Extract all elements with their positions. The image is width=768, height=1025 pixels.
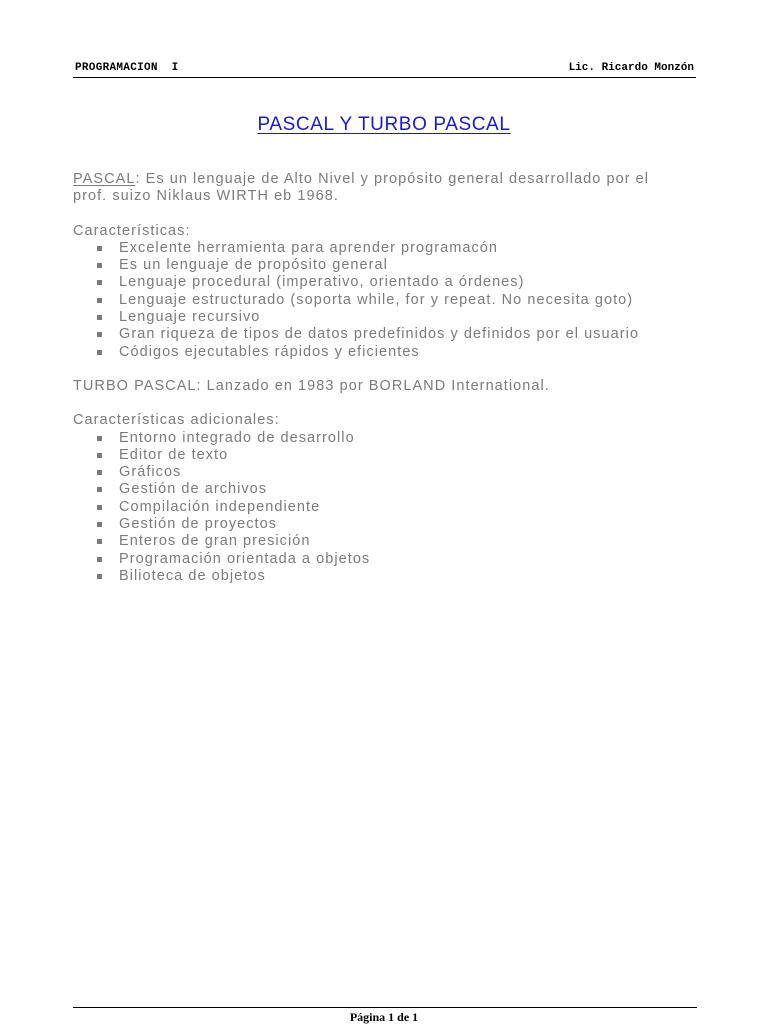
intro-text-line2: prof. suizo Niklaus WIRTH eb 1968.	[73, 188, 339, 205]
list-item-text: Enteros de gran presición	[119, 533, 311, 550]
intro-text-line1: : Es un lenguaje de Alto Nivel y propósito general desarrollado por el	[135, 171, 650, 187]
bullet-icon	[97, 436, 102, 441]
page-number: Página 1 de 1	[349, 1010, 419, 1024]
list-item	[73, 481, 698, 498]
bullet-icon	[97, 505, 102, 510]
turbo-paragraph: TURBO PASCAL: Lanzado en 1983 por BORLAND International.	[73, 377, 550, 394]
list-item-text: Lenguaje procedural (imperativo, orientado a órdenes)	[119, 274, 525, 291]
bullet-icon	[97, 574, 102, 579]
list-item	[73, 240, 698, 257]
list-item-text: Gráficos	[119, 464, 182, 481]
bullet-icon	[97, 487, 102, 492]
section2-list	[73, 430, 698, 586]
list-item-text: Compilación independiente	[119, 498, 321, 515]
list-item-text: Lenguaje estructurado (soporta while, for y repeat. No necesita goto)	[119, 291, 634, 308]
list-item-text: Códigos ejecutables rápidos y eficientes	[119, 343, 420, 360]
bullet-icon	[97, 280, 102, 285]
list-item-text: Es un lenguaje de propósito general	[119, 257, 388, 274]
list-item	[73, 309, 698, 326]
list-item-text: Gestión de archivos	[119, 481, 268, 498]
bullet-icon	[97, 246, 102, 251]
header-course: PROGRAMACION I	[75, 62, 179, 74]
list-item-text: Editor de texto	[119, 446, 229, 463]
list-item-text: Entorno integrado de desarrollo	[119, 429, 355, 446]
list-item	[73, 533, 698, 550]
list-item	[73, 568, 698, 585]
bullet-icon	[97, 557, 102, 562]
section2-heading: Características adicionales:	[73, 412, 280, 429]
list-item-text: Gran riqueza de tipos de datos predefinidos y definidos por el usuario	[119, 326, 640, 343]
list-item-text: Excelente herramienta para aprender programacón	[119, 239, 499, 256]
list-item-text: Gestión de proyectos	[119, 516, 278, 533]
document-title: PASCAL Y TURBO PASCAL	[257, 114, 511, 135]
header-author: Lic. Ricardo Monzón	[568, 62, 694, 74]
list-item	[73, 430, 698, 447]
list-item	[73, 447, 698, 464]
bullet-icon	[97, 350, 102, 355]
bullet-icon	[97, 453, 102, 458]
list-item	[73, 499, 698, 516]
section1-heading: Características:	[73, 222, 191, 239]
bullet-icon	[97, 539, 102, 544]
footer-divider	[73, 1007, 697, 1008]
list-item	[73, 551, 698, 568]
page-header	[73, 61, 696, 78]
list-item	[73, 292, 698, 309]
list-item	[73, 274, 698, 291]
bullet-icon	[97, 470, 102, 475]
list-item	[73, 516, 698, 533]
bullet-icon	[97, 332, 102, 337]
bullet-icon	[97, 522, 102, 527]
list-item	[73, 257, 698, 274]
bullet-icon	[97, 263, 102, 268]
intro-paragraph	[73, 171, 698, 206]
list-item	[73, 464, 698, 481]
list-item-text: Programación orientada a objetos	[119, 550, 371, 567]
list-item	[73, 326, 698, 343]
intro-term: PASCAL	[73, 171, 136, 187]
list-item-text: Bilioteca de objetos	[119, 567, 266, 584]
list-item-text: Lenguaje recursivo	[119, 309, 261, 326]
document-body	[73, 171, 698, 585]
bullet-icon	[97, 298, 102, 303]
bullet-icon	[97, 315, 102, 320]
list-item	[73, 344, 698, 361]
section1-list	[73, 240, 698, 361]
